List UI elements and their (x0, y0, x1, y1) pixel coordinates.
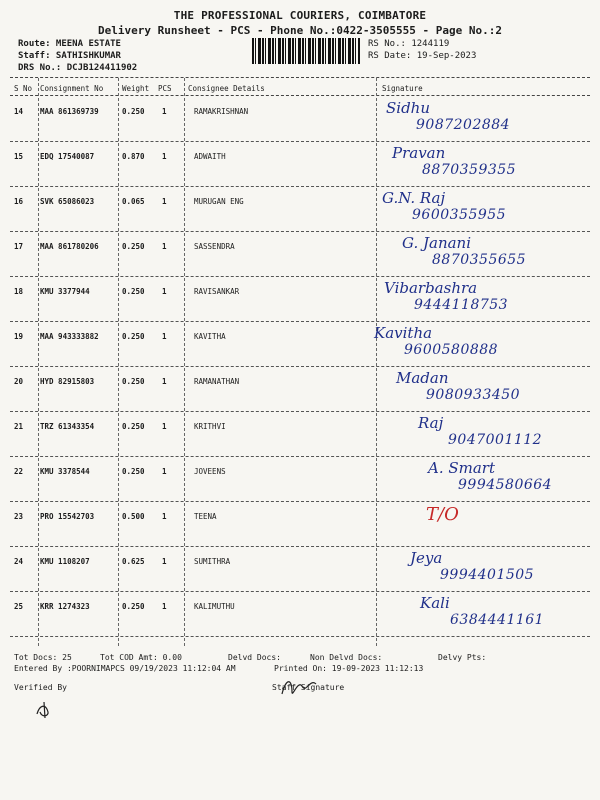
row-consignee: RAMAKRISHNAN (194, 107, 249, 116)
row-sno: 14 (14, 107, 24, 116)
signature-phone: 9087202884 (416, 117, 511, 133)
row-weight: 0.250 (122, 332, 145, 341)
table-row (0, 457, 600, 502)
row-weight: 0.250 (122, 287, 145, 296)
row-divider (10, 636, 590, 637)
non-delivered-docs: Non Delvd Docs: (310, 653, 383, 662)
header-divider-bottom (10, 95, 590, 96)
header-divider-top (10, 77, 590, 78)
row-consignment-no: TRZ 61343354 (40, 422, 95, 431)
staff-signature-label: Staff Signature (272, 683, 345, 692)
signature-phone: 9994401505 (440, 567, 535, 583)
row-pcs: 1 (162, 242, 167, 251)
delivery-points: Delvy Pts: (438, 653, 487, 662)
row-pcs: 1 (162, 422, 167, 431)
row-weight: 0.870 (122, 152, 145, 161)
signature-phone: 8870359355 (422, 162, 517, 178)
row-consignment-no: KMU 1108207 (40, 557, 90, 566)
row-consignee: TEENA (194, 512, 217, 521)
table-row (0, 232, 600, 277)
row-consignment-no: KMU 3377944 (40, 287, 90, 296)
table-row (0, 412, 600, 457)
row-sno: 21 (14, 422, 24, 431)
row-sno: 19 (14, 332, 24, 341)
row-pcs: 1 (162, 107, 167, 116)
row-consignee: ADWAITH (194, 152, 226, 161)
barcode-image (252, 38, 360, 64)
verified-by-label: Verified By (14, 683, 67, 692)
table-row (0, 547, 600, 592)
signature-phone: 9600580888 (404, 342, 499, 358)
table-row (0, 277, 600, 322)
column-header-consignee: Consignee Details (188, 84, 265, 93)
signature-name: Vibarbashra (384, 279, 478, 297)
row-consignee: KAVITHA (194, 332, 226, 341)
table-row (0, 322, 600, 367)
signature-name: A. Smart (428, 459, 496, 477)
signature-phone: 9994580664 (458, 477, 553, 493)
signature-name: Pravan (392, 144, 446, 162)
row-weight: 0.250 (122, 422, 145, 431)
row-sno: 22 (14, 467, 24, 476)
row-consignee: MURUGAN ENG (194, 197, 244, 206)
row-consignment-no: SVK 65086023 (40, 197, 95, 206)
row-weight: 0.250 (122, 242, 145, 251)
row-consignment-no: KRR 1274323 (40, 602, 90, 611)
signature-name: G.N. Raj (382, 189, 446, 207)
signature-name: Sidhu (386, 99, 430, 117)
row-weight: 0.625 (122, 557, 145, 566)
row-sno: 25 (14, 602, 24, 611)
signature-name: Kali (420, 594, 450, 612)
table-row (0, 97, 600, 142)
column-header-signature: Signature (382, 84, 423, 93)
document-title: THE PROFESSIONAL COURIERS, COIMBATORE (173, 9, 427, 22)
row-consignee: RAMANATHAN (194, 377, 240, 386)
row-consignee: SUMITHRA (194, 557, 231, 566)
row-consignee: KRITHVI (194, 422, 226, 431)
row-pcs: 1 (162, 287, 167, 296)
row-pcs: 1 (162, 332, 167, 341)
row-weight: 0.065 (122, 197, 145, 206)
row-consignee: RAVISANKAR (194, 287, 240, 296)
drs-number: DRS No.: DCJB124411902 (18, 63, 138, 73)
delivered-docs: Delvd Docs: (228, 653, 281, 662)
row-consignment-no: HYD 82915803 (40, 377, 95, 386)
signature-phone: 9444118753 (414, 297, 509, 313)
table-row (0, 592, 600, 637)
rs-number: RS No.: 1244119 (368, 39, 450, 49)
row-sno: 17 (14, 242, 24, 251)
signature-phone: 9047001112 (448, 432, 543, 448)
row-consignment-no: EDQ 17540087 (40, 152, 95, 161)
column-header-sno: S No (14, 84, 33, 93)
table-row (0, 187, 600, 232)
printed-on: Printed On: 19-09-2023 11:12:13 (274, 664, 424, 673)
row-consignment-no: MAA 943333882 (40, 332, 99, 341)
row-consignment-no: MAA 861780206 (40, 242, 99, 251)
table-row (0, 142, 600, 187)
entered-by: Entered By :POORNIMAPCS 09/19/2023 11:12:04 AM (14, 664, 236, 673)
row-consignment-no: MAA 861369739 (40, 107, 99, 116)
total-docs: Tot Docs: 25 (14, 653, 72, 662)
row-sno: 16 (14, 197, 24, 206)
signature-phone: 6384441161 (450, 612, 545, 628)
row-pcs: 1 (162, 512, 167, 521)
row-pcs: 1 (162, 467, 167, 476)
route-label: Route: MEENA ESTATE (18, 39, 121, 49)
signature-phone: 8870355655 (432, 252, 527, 268)
row-weight: 0.250 (122, 467, 145, 476)
row-consignee: KALIMUTHU (194, 602, 235, 611)
table-row (0, 502, 600, 547)
signature-name: T/O (426, 504, 459, 525)
row-sno: 23 (14, 512, 24, 521)
row-consignee: SASSENDRA (194, 242, 235, 251)
signature-name: G. Janani (402, 234, 472, 252)
row-weight: 0.250 (122, 377, 145, 386)
signature-name: Raj (418, 414, 444, 432)
total-cod-amount: Tot COD Amt: 0.00 (100, 653, 182, 662)
row-pcs: 1 (162, 152, 167, 161)
signature-name: Kavitha (374, 324, 433, 342)
row-sno: 20 (14, 377, 24, 386)
row-weight: 0.250 (122, 602, 145, 611)
row-consignment-no: PRO 15542703 (40, 512, 95, 521)
row-pcs: 1 (162, 197, 167, 206)
column-header-weight: Weight (122, 84, 150, 93)
table-row (0, 367, 600, 412)
signature-phone: 9600355955 (412, 207, 507, 223)
row-pcs: 1 (162, 557, 167, 566)
signature-phone: 9080933450 (426, 387, 521, 403)
row-weight: 0.500 (122, 512, 145, 521)
staff-signature-scribble-icon (280, 676, 320, 700)
row-sno: 18 (14, 287, 24, 296)
column-header-pcs: PCS (158, 84, 172, 93)
signature-name: Madan (396, 369, 449, 387)
document-subtitle: Delivery Runsheet - PCS - Phone No.:0422-3505555 - Page No.:2 (98, 24, 502, 37)
row-pcs: 1 (162, 602, 167, 611)
row-consignment-no: KMU 3378544 (40, 467, 90, 476)
verifier-mark-icon (34, 700, 54, 720)
signature-name: Jeya (410, 549, 443, 567)
row-weight: 0.250 (122, 107, 145, 116)
row-sno: 24 (14, 557, 24, 566)
staff-label: Staff: SATHISHKUMAR (18, 51, 121, 61)
rs-date: RS Date: 19-Sep-2023 (368, 51, 477, 61)
row-pcs: 1 (162, 377, 167, 386)
column-header-consignment: Consignment No (40, 84, 104, 93)
row-sno: 15 (14, 152, 24, 161)
row-consignee: JOVEENS (194, 467, 226, 476)
